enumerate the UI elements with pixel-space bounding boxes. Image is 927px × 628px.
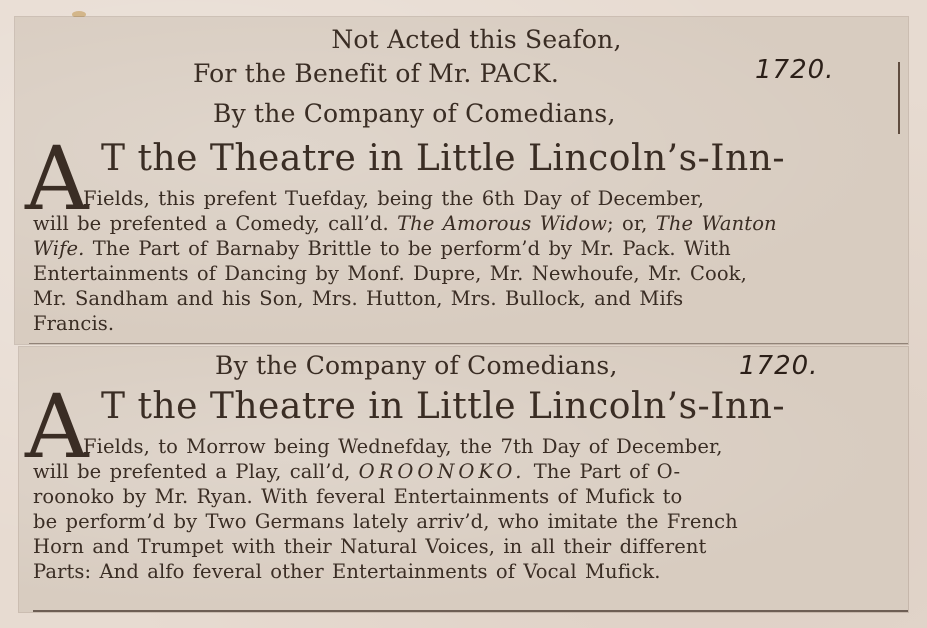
column-rule xyxy=(898,62,900,134)
dropcap-letter: A xyxy=(25,375,89,478)
clipping-benefit-mr-pack xyxy=(15,17,908,344)
body-line-1: Fields, this prefent Tuefday, being the 6th Day of December, xyxy=(83,187,705,210)
body-text-segment: The Part of Barnaby Brittle to be perform’d by Mr. Pack. With xyxy=(84,237,731,260)
body-line-3 xyxy=(33,239,731,259)
body-line-3: roonoko by Mr. Ryan. With feveral Entertainments of Mufick to xyxy=(33,485,683,508)
clipping-oroonoko xyxy=(19,347,908,612)
header-company: By the Company of Comedians, xyxy=(213,99,616,128)
play-subtitle-wanton: The Wanton xyxy=(655,212,777,235)
body-text-segment: The Part of O- xyxy=(525,460,681,483)
header-not-acted: Not Acted this Seafon, xyxy=(331,25,622,54)
play-subtitle-wife: Wife. xyxy=(33,237,85,260)
bottom-rule xyxy=(29,343,908,344)
body-line-1: Fields, to Morrow being Wednefday, the 7th Day of December, xyxy=(83,435,723,458)
headline: T the Theatre in Little Lincoln’s-Inn- xyxy=(101,386,785,427)
play-title-amorous-widow: The Amorous Widow xyxy=(397,212,608,235)
play-title-oroonoko: OROONOKO. xyxy=(358,460,526,483)
handwritten-year: 1720. xyxy=(755,55,835,85)
bottom-rule xyxy=(33,610,908,612)
body-text-segment: will be prefented a Comedy, call’d. xyxy=(33,212,398,235)
handwritten-year: 1720. xyxy=(739,351,819,381)
body-line-6: Francis. xyxy=(33,312,115,335)
body-line-5: Horn and Trumpet with their Natural Voices, in all their different xyxy=(33,535,707,558)
dropcap-letter: A xyxy=(25,127,89,230)
body-text-segment: ; or, xyxy=(607,212,656,235)
body-line-6: Parts: And alfo feveral other Entertainments of Vocal Mufick. xyxy=(33,560,661,583)
header-benefit xyxy=(193,61,559,86)
body-line-4: Entertainments of Dancing by Monf. Dupre, Mr. Newhoufe, Mr. Cook, xyxy=(33,262,747,285)
header-benefit-text: For the Benefit of Mr. PACK. xyxy=(193,59,560,88)
body-text-segment: will be prefented a Play, call’d, xyxy=(33,460,359,483)
header-company: By the Company of Comedians, xyxy=(215,351,618,380)
body-line-2 xyxy=(33,214,777,234)
headline: T the Theatre in Little Lincoln’s-Inn- xyxy=(101,138,785,179)
body-line-4: be perform’d by Two Germans lately arriv’d, who imitate the French xyxy=(33,510,738,533)
body-line-5: Mr. Sandham and his Son, Mrs. Hutton, Mrs. Bullock, and Mifs xyxy=(33,287,684,310)
body-line-2 xyxy=(33,462,680,482)
